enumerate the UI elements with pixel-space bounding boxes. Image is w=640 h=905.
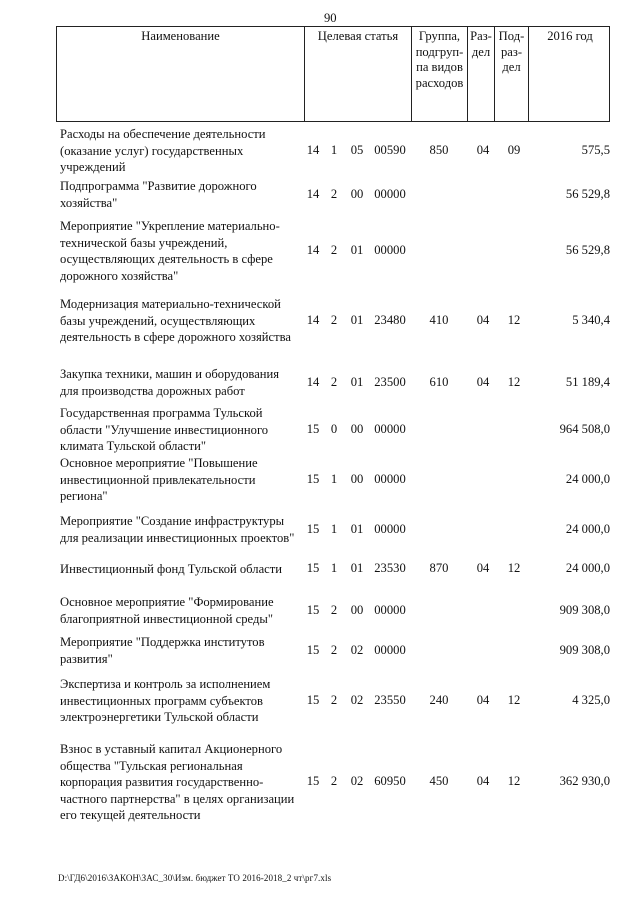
target-subprogram: 2 [330, 602, 338, 617]
amount-2016: 909 308,0 [559, 642, 610, 657]
target-code: 23550 [374, 692, 406, 707]
subsection-code: 12 [507, 374, 521, 389]
target-subprogram: 2 [330, 642, 338, 657]
row-name-line: общества "Тульская региональная [60, 758, 243, 773]
row-name-line: осуществляющих деятельность в сфере [60, 252, 273, 266]
target-measure: 00 [350, 602, 364, 617]
table-row [60, 366, 610, 399]
target-measure: 01 [350, 312, 364, 327]
amount-2016: 964 508,0 [559, 421, 610, 436]
header-target-label: Целевая статья [317, 29, 399, 43]
target-measure: 01 [350, 374, 364, 389]
row-name-line: Взнос в уставный капитал Акционерного [60, 742, 283, 756]
expense-group: 870 [429, 561, 449, 576]
row-name [60, 561, 306, 578]
expense-group: 240 [429, 692, 449, 707]
target-measure: 02 [350, 642, 364, 657]
row-name [60, 513, 306, 546]
table-row [60, 405, 610, 455]
header-name-label: Наименование [141, 29, 220, 43]
target-program: 14 [306, 374, 320, 389]
row-name-line: Мероприятие "Создание инфраструктуры [60, 514, 285, 528]
target-code: 00000 [374, 421, 406, 436]
amount-2016: 909 308,0 [559, 602, 610, 617]
target-code: 00000 [374, 521, 406, 536]
header-target [304, 27, 411, 121]
target-measure: 01 [350, 561, 364, 576]
target-subprogram: 2 [330, 243, 338, 257]
header-year-label: 2016 год [547, 29, 593, 43]
row-name-line: для реализации инвестиционных проектов" [60, 530, 295, 545]
row-name-line: базы учреждений, осуществляющих [60, 313, 256, 328]
target-code: 23500 [374, 374, 406, 389]
target-program: 14 [306, 312, 320, 327]
table-row [60, 676, 610, 726]
row-name-line: Мероприятие "Поддержка институтов [60, 635, 265, 649]
header-group [411, 27, 467, 121]
target-program: 15 [306, 421, 320, 436]
table-row [60, 126, 610, 176]
target-program: 14 [306, 142, 320, 157]
table-row [60, 741, 610, 824]
target-measure: 05 [350, 142, 364, 157]
target-program: 14 [306, 186, 320, 201]
target-program: 15 [306, 774, 320, 789]
expense-group: 850 [429, 142, 449, 157]
amount-2016: 5 340,4 [572, 312, 610, 327]
subsection-code: 09 [507, 142, 521, 157]
target-measure: 00 [350, 421, 364, 436]
amount-2016: 362 930,0 [559, 774, 610, 789]
row-name [60, 405, 306, 455]
table-row [60, 178, 610, 211]
target-program: 15 [306, 561, 320, 576]
table-header [56, 26, 610, 122]
row-name-line: Экспертиза и контроль за исполнением [60, 677, 271, 691]
row-name [60, 296, 306, 346]
row-name-line: для производства дорожных работ [60, 383, 245, 398]
section-code: 04 [476, 312, 490, 327]
target-subprogram: 2 [330, 374, 338, 389]
table-row [60, 634, 610, 667]
amount-2016: 56 529,8 [565, 243, 610, 257]
header-name [57, 27, 304, 121]
header-group-line: расходов [415, 75, 464, 90]
row-name-line: (оказание услуг) государственных [60, 143, 244, 158]
amount-2016: 24 000,0 [565, 561, 610, 576]
row-name-line: Основное мероприятие "Повышение [60, 456, 258, 470]
row-name-line: Модернизация материально-технической [60, 297, 281, 311]
row-name-line: корпорация развития государственно- [60, 775, 264, 789]
target-subprogram: 2 [330, 312, 338, 327]
header-section-line: дел [471, 44, 491, 59]
file-path-footer: D:\ГД6\2016\ЗАКОН\ЗАС_30\Изм. бюджет ТО 2016-2018_2 чт\рг7.xls [58, 873, 332, 883]
row-name [60, 126, 306, 176]
target-code: 00000 [374, 186, 406, 201]
target-code: 00000 [374, 602, 406, 617]
row-name-line: технической базы учреждений, [60, 235, 228, 250]
expense-group: 610 [429, 374, 449, 389]
row-name-line: хозяйства" [60, 195, 118, 210]
header-subsection [494, 27, 528, 121]
row-name [60, 218, 306, 284]
amount-2016: 24 000,0 [565, 471, 610, 486]
target-measure: 02 [350, 692, 364, 707]
header-section [467, 27, 494, 121]
target-program: 14 [306, 243, 320, 257]
amount-2016: 24 000,0 [565, 521, 610, 536]
target-subprogram: 1 [330, 561, 338, 576]
header-group-line: подгруп- [415, 44, 464, 59]
target-code: 00000 [374, 243, 406, 257]
row-name-line: инвестиционной привлекательности [60, 472, 256, 487]
target-program: 15 [306, 521, 320, 536]
subsection-code: 12 [507, 561, 521, 576]
target-subprogram: 2 [330, 692, 338, 707]
amount-2016: 56 529,8 [565, 186, 610, 201]
row-name-line: Основное мероприятие "Формирование [60, 595, 274, 609]
amount-2016: 4 325,0 [572, 692, 610, 707]
row-name-line: Инвестиционный фонд Тульской области [60, 562, 282, 576]
row-name [60, 594, 306, 627]
row-name-line: Государственная программа Тульской [60, 406, 263, 420]
row-name [60, 676, 306, 726]
header-subsection-line: раз- [500, 44, 523, 59]
row-name-line: Закупка техники, машин и оборудования [60, 367, 280, 381]
target-subprogram: 0 [330, 421, 338, 436]
expense-group: 410 [429, 312, 449, 327]
target-subprogram: 1 [330, 521, 338, 536]
section-code: 04 [476, 561, 490, 576]
header-year [528, 27, 611, 121]
table-row [60, 513, 610, 546]
target-code: 00000 [374, 471, 406, 486]
header-group-line: Группа, [418, 29, 461, 43]
row-name-line: дорожного хозяйства" [60, 268, 179, 283]
row-name-line: частного партнерства" в целях организации [60, 791, 295, 806]
target-program: 15 [306, 642, 320, 657]
target-measure: 00 [350, 471, 364, 486]
subsection-code: 12 [507, 774, 521, 789]
page-number: 90 [324, 11, 337, 25]
row-name-line: региона" [60, 489, 108, 503]
header-subsection-line: дел [502, 60, 521, 74]
target-subprogram: 1 [330, 471, 338, 486]
table-row [60, 296, 610, 346]
target-code: 00590 [374, 142, 406, 157]
table-row [60, 594, 610, 627]
target-measure: 01 [350, 243, 364, 257]
row-name-line: деятельность в сфере дорожного хозяйства [60, 330, 291, 344]
table-row [60, 561, 610, 578]
row-name-line: области "Улучшение инвестиционного [60, 422, 269, 437]
target-code: 23530 [374, 561, 406, 576]
row-name [60, 178, 306, 211]
row-name [60, 741, 306, 824]
section-code: 04 [476, 774, 490, 789]
row-name-line: климата Тульской области" [60, 439, 207, 453]
row-name-line: его текущей деятельности [60, 808, 201, 822]
row-name-line: развития" [60, 651, 113, 666]
target-subprogram: 2 [330, 774, 338, 789]
subsection-code: 12 [507, 312, 521, 327]
row-name-line: Мероприятие "Укрепление материально- [60, 219, 280, 233]
target-measure: 01 [350, 521, 364, 536]
section-code: 04 [476, 142, 490, 157]
subsection-code: 12 [507, 692, 521, 707]
section-code: 04 [476, 374, 490, 389]
row-name [60, 366, 306, 399]
target-measure: 02 [350, 774, 364, 789]
expense-group: 450 [429, 774, 449, 789]
target-code: 00000 [374, 642, 406, 657]
row-name [60, 634, 306, 667]
target-code: 23480 [374, 312, 406, 327]
target-subprogram: 2 [330, 186, 338, 201]
row-name-line: Расходы на обеспечение деятельности [60, 127, 266, 141]
row-name-line: Подпрограмма "Развитие дорожного [60, 179, 257, 193]
header-subsection-line: Под- [498, 29, 525, 43]
table-row [60, 455, 610, 505]
target-measure: 00 [350, 186, 364, 201]
target-program: 15 [306, 692, 320, 707]
row-name-line: учреждений [60, 160, 126, 174]
header-group-line: па видов [416, 60, 463, 74]
target-program: 15 [306, 471, 320, 486]
amount-2016: 575,5 [581, 142, 610, 157]
table-row [60, 218, 610, 284]
target-subprogram: 1 [330, 142, 338, 157]
row-name [60, 455, 306, 505]
header-section-line: Раз- [470, 29, 492, 43]
amount-2016: 51 189,4 [565, 374, 610, 389]
row-name-line: инвестиционных программ субъектов [60, 693, 264, 708]
target-code: 60950 [374, 774, 406, 789]
target-program: 15 [306, 602, 320, 617]
row-name-line: электроэнергетики Тульской области [60, 710, 259, 724]
section-code: 04 [476, 692, 490, 707]
row-name-line: благоприятной инвестиционной среды" [60, 611, 273, 626]
